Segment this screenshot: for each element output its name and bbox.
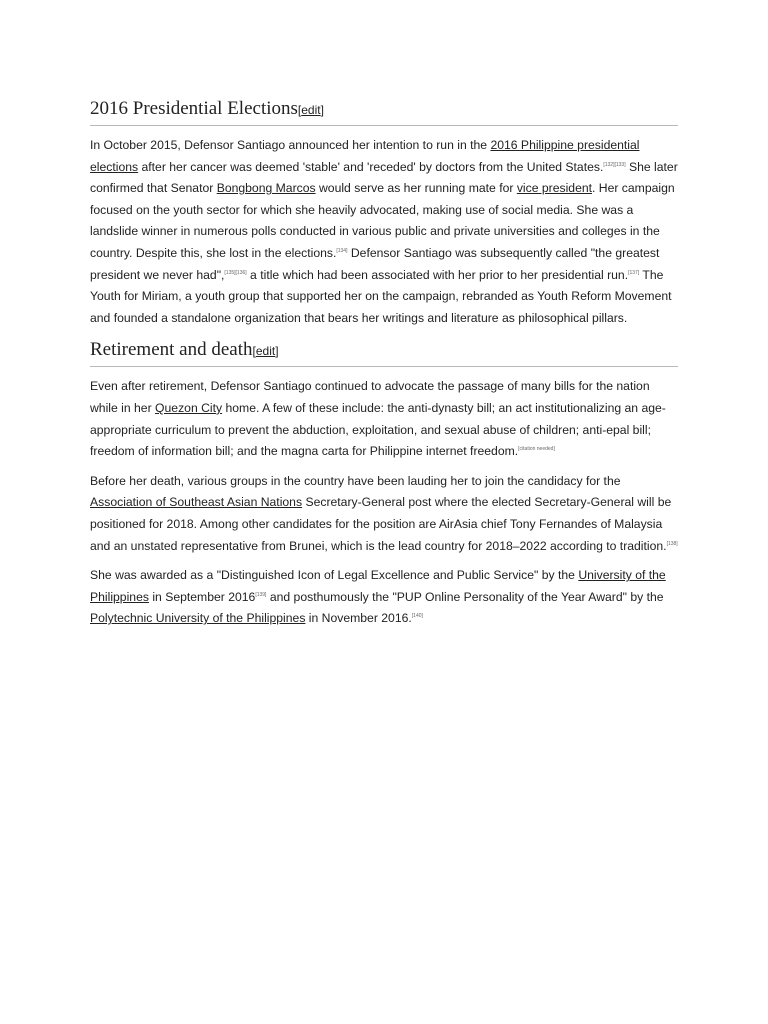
- link-2016-philippine-presidential-elections[interactable]: 2016 Philippine presidential elections: [90, 138, 640, 174]
- edit-link[interactable]: edit: [255, 344, 276, 359]
- link-quezon-city[interactable]: Quezon City: [155, 400, 223, 415]
- citation-ref[interactable]: [132][133]: [603, 161, 626, 168]
- link-university-of-the-philippines[interactable]: University of the Philippines: [90, 568, 666, 604]
- citation-needed[interactable]: [citation needed]: [518, 446, 555, 453]
- link-polytechnic-university[interactable]: Polytechnic University of the Philippines: [90, 611, 306, 626]
- citation-ref[interactable]: [134]: [336, 247, 348, 254]
- paragraph-retirement-advocacy: Even after retirement, Defensor Santiago continued to advocate the passage of many bills for the nation while in her Quezon City home. A few of these include: the anti-dynasty bill; an act institutionalizing an age-appropriate curriculum to prevent the abduction, exploitation, and sexual abuse of children; anti-epal bill; freedom of information bill; and the magna carta for Philippine internet freedom.[citation needed]: [90, 379, 666, 459]
- paragraph-awards: She was awarded as a "Distinguished Icon of Legal Excellence and Public Service" by the University of the Philippines in September 2016[139] and posthumously the "PUP Online Personality of the Year Award" by the Polytechnic University of the Philippines in November 2016.[140]: [90, 568, 666, 626]
- article-content: [90, 96, 678, 638]
- section-heading-retirement-and-death: [90, 337, 678, 367]
- link-vice-president[interactable]: vice president: [516, 181, 593, 196]
- citation-ref[interactable]: [135][136]: [224, 269, 247, 276]
- section-heading-presidential-elections: [90, 96, 678, 126]
- link-bongbong-marcos[interactable]: Bongbong Marcos: [216, 181, 316, 196]
- link-asean[interactable]: Association of Southeast Asian Nations: [90, 495, 303, 510]
- paragraph-asean-candidacy: Before her death, various groups in the country have been lauding her to join the candidacy for the Association of Southeast Asian Nations Secretary-General post where the elected Secretary-General will be positioned for 2018. Among other candidates for the position are AirAsia chief Tony Fernandes of Malaysia and an unstated representative from Brunei, which is the lead country for 2018–2022 according to tradition.[138]: [90, 473, 678, 553]
- edit-link[interactable]: edit: [301, 103, 321, 117]
- section-title: 2016 Presidential Elections: [90, 98, 298, 119]
- edit-section-link: [edit]: [252, 344, 279, 359]
- paragraph-presidential-run: In October 2015, Defensor Santiago announced her intention to run in the 2016 Philippine presidential elections after her cancer was deemed 'stable' and 'receded' by doctors from the United States.[132][133] She later confirmed that Senator Bongbong Marcos would serve as her running mate for vice president. Her campaign focused on the youth sector for which she heavily advocated, making use of social media. She was a landslide winner in numerous polls conducted in various public and private universities and colleges in the country. Despite this, she lost in the elections.[134] Defensor Santiago was subsequently called "the greatest president we never had",[135][136] a title which had been associated with her prior to her presidential run.[137] The Youth for Miriam, a youth group that supported her on the campaign, rebranded as Youth Reform Movement and founded a standalone organization that bears her writings and literature as philosophical pillars.: [90, 138, 678, 325]
- citation-ref[interactable]: [140]: [411, 613, 423, 620]
- edit-section-link: [edit]: [297, 103, 324, 117]
- section-title: Retirement and death: [90, 339, 253, 361]
- citation-ref[interactable]: [137]: [628, 269, 640, 276]
- citation-ref[interactable]: [139]: [255, 591, 267, 598]
- citation-ref[interactable]: [138]: [666, 540, 678, 547]
